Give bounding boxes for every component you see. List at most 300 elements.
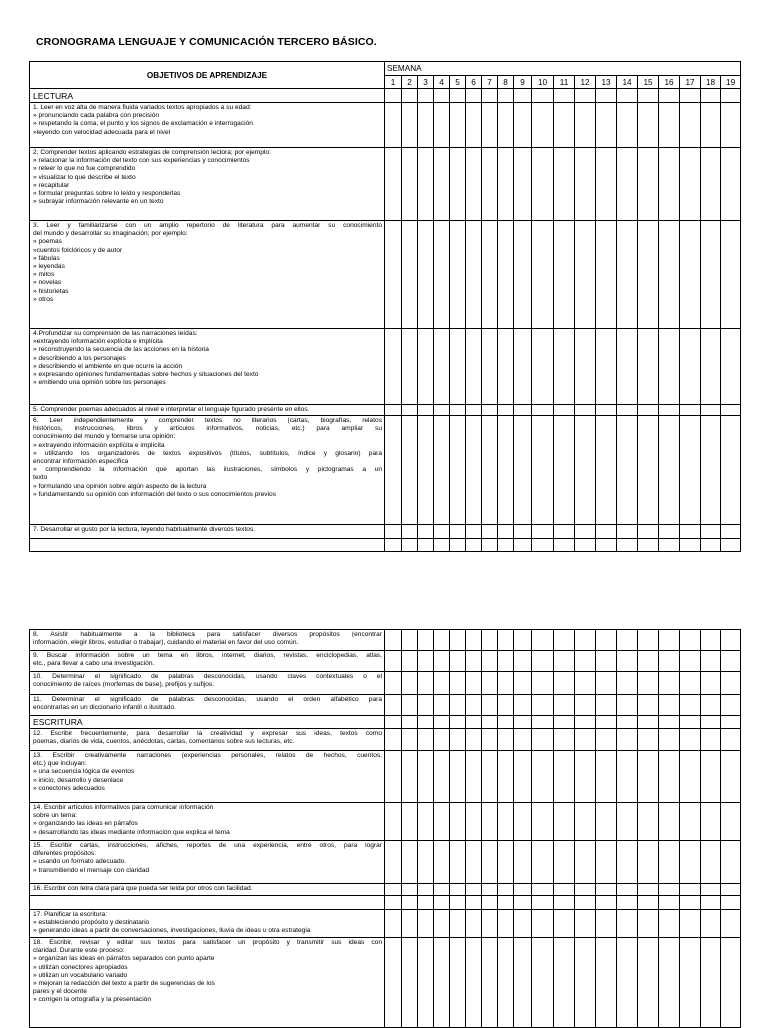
week-cell[interactable]	[680, 329, 701, 405]
week-cell[interactable]	[659, 329, 680, 405]
week-cell[interactable]	[617, 716, 638, 729]
week-cell[interactable]	[482, 416, 498, 525]
week-cell[interactable]	[418, 910, 434, 938]
week-cell[interactable]	[418, 630, 434, 651]
week-cell[interactable]	[514, 103, 532, 148]
week-cell[interactable]	[575, 221, 596, 329]
week-cell[interactable]	[434, 651, 450, 672]
week-cell[interactable]	[482, 89, 498, 103]
week-cell[interactable]	[596, 938, 617, 1028]
week-cell[interactable]	[514, 751, 532, 803]
week-cell[interactable]	[575, 539, 596, 552]
week-cell[interactable]	[482, 525, 498, 539]
week-cell[interactable]	[450, 841, 466, 884]
week-cell[interactable]	[498, 729, 514, 751]
week-cell[interactable]	[575, 525, 596, 539]
week-cell[interactable]	[575, 884, 596, 896]
week-cell[interactable]	[721, 416, 741, 525]
week-cell[interactable]	[638, 525, 659, 539]
week-cell[interactable]	[466, 539, 482, 552]
week-cell[interactable]	[482, 103, 498, 148]
week-cell[interactable]	[596, 695, 617, 716]
week-cell[interactable]	[638, 416, 659, 525]
week-cell[interactable]	[514, 884, 532, 896]
week-cell[interactable]	[514, 89, 532, 103]
week-cell[interactable]	[482, 672, 498, 695]
week-cell[interactable]	[554, 651, 575, 672]
week-cell[interactable]	[659, 884, 680, 896]
week-cell[interactable]	[418, 221, 434, 329]
week-cell[interactable]	[434, 672, 450, 695]
week-cell[interactable]	[498, 539, 514, 552]
week-cell[interactable]	[575, 716, 596, 729]
week-cell[interactable]	[498, 103, 514, 148]
week-cell[interactable]	[554, 89, 575, 103]
week-cell[interactable]	[402, 841, 418, 884]
week-cell[interactable]	[554, 221, 575, 329]
week-cell[interactable]	[554, 896, 575, 910]
week-cell[interactable]	[532, 716, 554, 729]
week-cell[interactable]	[680, 148, 701, 221]
week-cell[interactable]	[532, 103, 554, 148]
week-cell[interactable]	[434, 751, 450, 803]
week-cell[interactable]	[450, 938, 466, 1028]
week-cell[interactable]	[482, 729, 498, 751]
week-cell[interactable]	[466, 148, 482, 221]
week-cell[interactable]	[466, 803, 482, 841]
week-cell[interactable]	[701, 695, 721, 716]
week-cell[interactable]	[498, 89, 514, 103]
week-cell[interactable]	[680, 539, 701, 552]
week-cell[interactable]	[680, 221, 701, 329]
week-cell[interactable]	[701, 221, 721, 329]
week-cell[interactable]	[721, 329, 741, 405]
week-cell[interactable]	[701, 884, 721, 896]
week-cell[interactable]	[482, 896, 498, 910]
week-cell[interactable]	[482, 884, 498, 896]
week-cell[interactable]	[466, 405, 482, 416]
week-cell[interactable]	[575, 751, 596, 803]
week-cell[interactable]	[680, 716, 701, 729]
week-cell[interactable]	[680, 751, 701, 803]
week-cell[interactable]	[701, 329, 721, 405]
week-cell[interactable]	[482, 751, 498, 803]
week-cell[interactable]	[596, 910, 617, 938]
week-cell[interactable]	[617, 89, 638, 103]
week-cell[interactable]	[466, 416, 482, 525]
week-cell[interactable]	[418, 525, 434, 539]
week-cell[interactable]	[575, 803, 596, 841]
week-cell[interactable]	[532, 751, 554, 803]
week-cell[interactable]	[466, 841, 482, 884]
week-cell[interactable]	[514, 695, 532, 716]
week-cell[interactable]	[554, 751, 575, 803]
week-cell[interactable]	[498, 651, 514, 672]
week-cell[interactable]	[434, 416, 450, 525]
week-cell[interactable]	[385, 329, 402, 405]
week-cell[interactable]	[575, 729, 596, 751]
week-cell[interactable]	[498, 841, 514, 884]
week-cell[interactable]	[554, 539, 575, 552]
week-cell[interactable]	[498, 803, 514, 841]
week-cell[interactable]	[450, 910, 466, 938]
week-cell[interactable]	[532, 221, 554, 329]
week-cell[interactable]	[498, 405, 514, 416]
week-cell[interactable]	[402, 89, 418, 103]
week-cell[interactable]	[514, 803, 532, 841]
week-cell[interactable]	[721, 841, 741, 884]
week-cell[interactable]	[701, 416, 721, 525]
week-cell[interactable]	[514, 539, 532, 552]
week-cell[interactable]	[450, 630, 466, 651]
week-cell[interactable]	[638, 651, 659, 672]
week-cell[interactable]	[659, 89, 680, 103]
week-cell[interactable]	[498, 910, 514, 938]
week-cell[interactable]	[617, 539, 638, 552]
week-cell[interactable]	[638, 938, 659, 1028]
week-cell[interactable]	[385, 405, 402, 416]
week-cell[interactable]	[402, 525, 418, 539]
week-cell[interactable]	[418, 103, 434, 148]
week-cell[interactable]	[402, 405, 418, 416]
week-cell[interactable]	[450, 651, 466, 672]
week-cell[interactable]	[596, 405, 617, 416]
week-cell[interactable]	[721, 148, 741, 221]
week-cell[interactable]	[385, 841, 402, 884]
week-cell[interactable]	[450, 729, 466, 751]
week-cell[interactable]	[617, 938, 638, 1028]
week-cell[interactable]	[638, 896, 659, 910]
week-cell[interactable]	[498, 630, 514, 651]
week-cell[interactable]	[638, 716, 659, 729]
week-cell[interactable]	[638, 405, 659, 416]
week-cell[interactable]	[498, 672, 514, 695]
week-cell[interactable]	[575, 695, 596, 716]
week-cell[interactable]	[434, 896, 450, 910]
week-cell[interactable]	[402, 938, 418, 1028]
week-cell[interactable]	[617, 910, 638, 938]
week-cell[interactable]	[450, 803, 466, 841]
week-cell[interactable]	[659, 539, 680, 552]
week-cell[interactable]	[385, 103, 402, 148]
week-cell[interactable]	[532, 695, 554, 716]
week-cell[interactable]	[680, 89, 701, 103]
week-cell[interactable]	[532, 938, 554, 1028]
week-cell[interactable]	[638, 884, 659, 896]
week-cell[interactable]	[701, 89, 721, 103]
week-cell[interactable]	[596, 221, 617, 329]
week-cell[interactable]	[680, 841, 701, 884]
week-cell[interactable]	[638, 695, 659, 716]
week-cell[interactable]	[434, 910, 450, 938]
week-cell[interactable]	[701, 148, 721, 221]
week-cell[interactable]	[385, 751, 402, 803]
week-cell[interactable]	[617, 729, 638, 751]
week-cell[interactable]	[617, 329, 638, 405]
week-cell[interactable]	[701, 841, 721, 884]
week-cell[interactable]	[498, 221, 514, 329]
week-cell[interactable]	[596, 716, 617, 729]
week-cell[interactable]	[385, 884, 402, 896]
week-cell[interactable]	[482, 630, 498, 651]
week-cell[interactable]	[554, 630, 575, 651]
week-cell[interactable]	[701, 896, 721, 910]
week-cell[interactable]	[434, 103, 450, 148]
week-cell[interactable]	[596, 416, 617, 525]
week-cell[interactable]	[385, 716, 402, 729]
week-cell[interactable]	[402, 416, 418, 525]
week-cell[interactable]	[532, 651, 554, 672]
week-cell[interactable]	[659, 695, 680, 716]
week-cell[interactable]	[701, 910, 721, 938]
week-cell[interactable]	[482, 910, 498, 938]
week-cell[interactable]	[617, 630, 638, 651]
week-cell[interactable]	[434, 938, 450, 1028]
week-cell[interactable]	[418, 751, 434, 803]
week-cell[interactable]	[402, 803, 418, 841]
week-cell[interactable]	[701, 539, 721, 552]
week-cell[interactable]	[554, 803, 575, 841]
week-cell[interactable]	[385, 896, 402, 910]
week-cell[interactable]	[701, 103, 721, 148]
week-cell[interactable]	[554, 884, 575, 896]
week-cell[interactable]	[680, 729, 701, 751]
week-cell[interactable]	[402, 148, 418, 221]
week-cell[interactable]	[532, 539, 554, 552]
week-cell[interactable]	[450, 103, 466, 148]
week-cell[interactable]	[402, 896, 418, 910]
week-cell[interactable]	[721, 938, 741, 1028]
week-cell[interactable]	[434, 89, 450, 103]
week-cell[interactable]	[575, 672, 596, 695]
week-cell[interactable]	[466, 729, 482, 751]
week-cell[interactable]	[418, 416, 434, 525]
week-cell[interactable]	[680, 938, 701, 1028]
week-cell[interactable]	[617, 651, 638, 672]
week-cell[interactable]	[701, 938, 721, 1028]
week-cell[interactable]	[514, 525, 532, 539]
week-cell[interactable]	[617, 416, 638, 525]
week-cell[interactable]	[575, 103, 596, 148]
week-cell[interactable]	[721, 803, 741, 841]
week-cell[interactable]	[418, 841, 434, 884]
week-cell[interactable]	[659, 803, 680, 841]
week-cell[interactable]	[434, 221, 450, 329]
week-cell[interactable]	[554, 938, 575, 1028]
week-cell[interactable]	[659, 751, 680, 803]
week-cell[interactable]	[532, 884, 554, 896]
week-cell[interactable]	[575, 148, 596, 221]
week-cell[interactable]	[680, 896, 701, 910]
week-cell[interactable]	[498, 416, 514, 525]
week-cell[interactable]	[617, 103, 638, 148]
week-cell[interactable]	[721, 221, 741, 329]
week-cell[interactable]	[721, 695, 741, 716]
week-cell[interactable]	[554, 525, 575, 539]
week-cell[interactable]	[450, 221, 466, 329]
week-cell[interactable]	[466, 716, 482, 729]
week-cell[interactable]	[617, 148, 638, 221]
week-cell[interactable]	[701, 803, 721, 841]
week-cell[interactable]	[532, 672, 554, 695]
week-cell[interactable]	[575, 416, 596, 525]
week-cell[interactable]	[554, 103, 575, 148]
week-cell[interactable]	[385, 525, 402, 539]
week-cell[interactable]	[450, 884, 466, 896]
week-cell[interactable]	[385, 416, 402, 525]
week-cell[interactable]	[385, 651, 402, 672]
week-cell[interactable]	[418, 896, 434, 910]
week-cell[interactable]	[638, 221, 659, 329]
week-cell[interactable]	[514, 910, 532, 938]
week-cell[interactable]	[638, 630, 659, 651]
week-cell[interactable]	[385, 89, 402, 103]
week-cell[interactable]	[385, 630, 402, 651]
week-cell[interactable]	[450, 148, 466, 221]
week-cell[interactable]	[659, 841, 680, 884]
week-cell[interactable]	[638, 672, 659, 695]
week-cell[interactable]	[596, 841, 617, 884]
week-cell[interactable]	[596, 651, 617, 672]
week-cell[interactable]	[680, 695, 701, 716]
week-cell[interactable]	[402, 651, 418, 672]
week-cell[interactable]	[514, 716, 532, 729]
week-cell[interactable]	[385, 695, 402, 716]
week-cell[interactable]	[514, 841, 532, 884]
week-cell[interactable]	[514, 630, 532, 651]
week-cell[interactable]	[402, 751, 418, 803]
week-cell[interactable]	[554, 910, 575, 938]
week-cell[interactable]	[638, 729, 659, 751]
week-cell[interactable]	[638, 803, 659, 841]
week-cell[interactable]	[701, 525, 721, 539]
week-cell[interactable]	[466, 884, 482, 896]
week-cell[interactable]	[596, 672, 617, 695]
week-cell[interactable]	[498, 329, 514, 405]
week-cell[interactable]	[385, 938, 402, 1028]
week-cell[interactable]	[514, 329, 532, 405]
week-cell[interactable]	[680, 630, 701, 651]
week-cell[interactable]	[638, 89, 659, 103]
week-cell[interactable]	[498, 695, 514, 716]
week-cell[interactable]	[575, 329, 596, 405]
week-cell[interactable]	[596, 896, 617, 910]
week-cell[interactable]	[532, 329, 554, 405]
week-cell[interactable]	[575, 910, 596, 938]
week-cell[interactable]	[385, 148, 402, 221]
week-cell[interactable]	[450, 672, 466, 695]
week-cell[interactable]	[638, 539, 659, 552]
week-cell[interactable]	[575, 405, 596, 416]
week-cell[interactable]	[532, 416, 554, 525]
week-cell[interactable]	[418, 539, 434, 552]
week-cell[interactable]	[721, 896, 741, 910]
week-cell[interactable]	[554, 716, 575, 729]
week-cell[interactable]	[721, 89, 741, 103]
week-cell[interactable]	[575, 938, 596, 1028]
week-cell[interactable]	[402, 672, 418, 695]
week-cell[interactable]	[450, 539, 466, 552]
week-cell[interactable]	[659, 148, 680, 221]
week-cell[interactable]	[659, 938, 680, 1028]
week-cell[interactable]	[617, 525, 638, 539]
week-cell[interactable]	[721, 884, 741, 896]
week-cell[interactable]	[402, 103, 418, 148]
week-cell[interactable]	[701, 716, 721, 729]
week-cell[interactable]	[418, 803, 434, 841]
week-cell[interactable]	[680, 672, 701, 695]
week-cell[interactable]	[721, 751, 741, 803]
week-cell[interactable]	[659, 716, 680, 729]
week-cell[interactable]	[532, 525, 554, 539]
week-cell[interactable]	[680, 416, 701, 525]
week-cell[interactable]	[514, 405, 532, 416]
week-cell[interactable]	[418, 729, 434, 751]
week-cell[interactable]	[498, 148, 514, 221]
week-cell[interactable]	[659, 103, 680, 148]
week-cell[interactable]	[554, 329, 575, 405]
week-cell[interactable]	[514, 416, 532, 525]
week-cell[interactable]	[482, 221, 498, 329]
week-cell[interactable]	[554, 405, 575, 416]
week-cell[interactable]	[659, 525, 680, 539]
week-cell[interactable]	[450, 329, 466, 405]
week-cell[interactable]	[532, 630, 554, 651]
week-cell[interactable]	[514, 729, 532, 751]
week-cell[interactable]	[596, 751, 617, 803]
week-cell[interactable]	[532, 729, 554, 751]
week-cell[interactable]	[498, 938, 514, 1028]
week-cell[interactable]	[450, 896, 466, 910]
week-cell[interactable]	[434, 148, 450, 221]
week-cell[interactable]	[721, 651, 741, 672]
week-cell[interactable]	[482, 329, 498, 405]
week-cell[interactable]	[617, 884, 638, 896]
week-cell[interactable]	[638, 148, 659, 221]
week-cell[interactable]	[402, 884, 418, 896]
week-cell[interactable]	[596, 329, 617, 405]
week-cell[interactable]	[466, 651, 482, 672]
week-cell[interactable]	[482, 695, 498, 716]
week-cell[interactable]	[450, 525, 466, 539]
week-cell[interactable]	[596, 148, 617, 221]
week-cell[interactable]	[466, 103, 482, 148]
week-cell[interactable]	[466, 910, 482, 938]
week-cell[interactable]	[575, 841, 596, 884]
week-cell[interactable]	[532, 89, 554, 103]
week-cell[interactable]	[434, 695, 450, 716]
week-cell[interactable]	[659, 221, 680, 329]
week-cell[interactable]	[701, 630, 721, 651]
week-cell[interactable]	[617, 695, 638, 716]
week-cell[interactable]	[680, 910, 701, 938]
week-cell[interactable]	[721, 539, 741, 552]
week-cell[interactable]	[617, 841, 638, 884]
week-cell[interactable]	[532, 148, 554, 221]
week-cell[interactable]	[680, 651, 701, 672]
week-cell[interactable]	[402, 729, 418, 751]
week-cell[interactable]	[418, 884, 434, 896]
week-cell[interactable]	[617, 896, 638, 910]
week-cell[interactable]	[638, 910, 659, 938]
week-cell[interactable]	[617, 221, 638, 329]
week-cell[interactable]	[575, 651, 596, 672]
week-cell[interactable]	[434, 525, 450, 539]
week-cell[interactable]	[498, 884, 514, 896]
week-cell[interactable]	[498, 525, 514, 539]
week-cell[interactable]	[701, 651, 721, 672]
week-cell[interactable]	[659, 672, 680, 695]
